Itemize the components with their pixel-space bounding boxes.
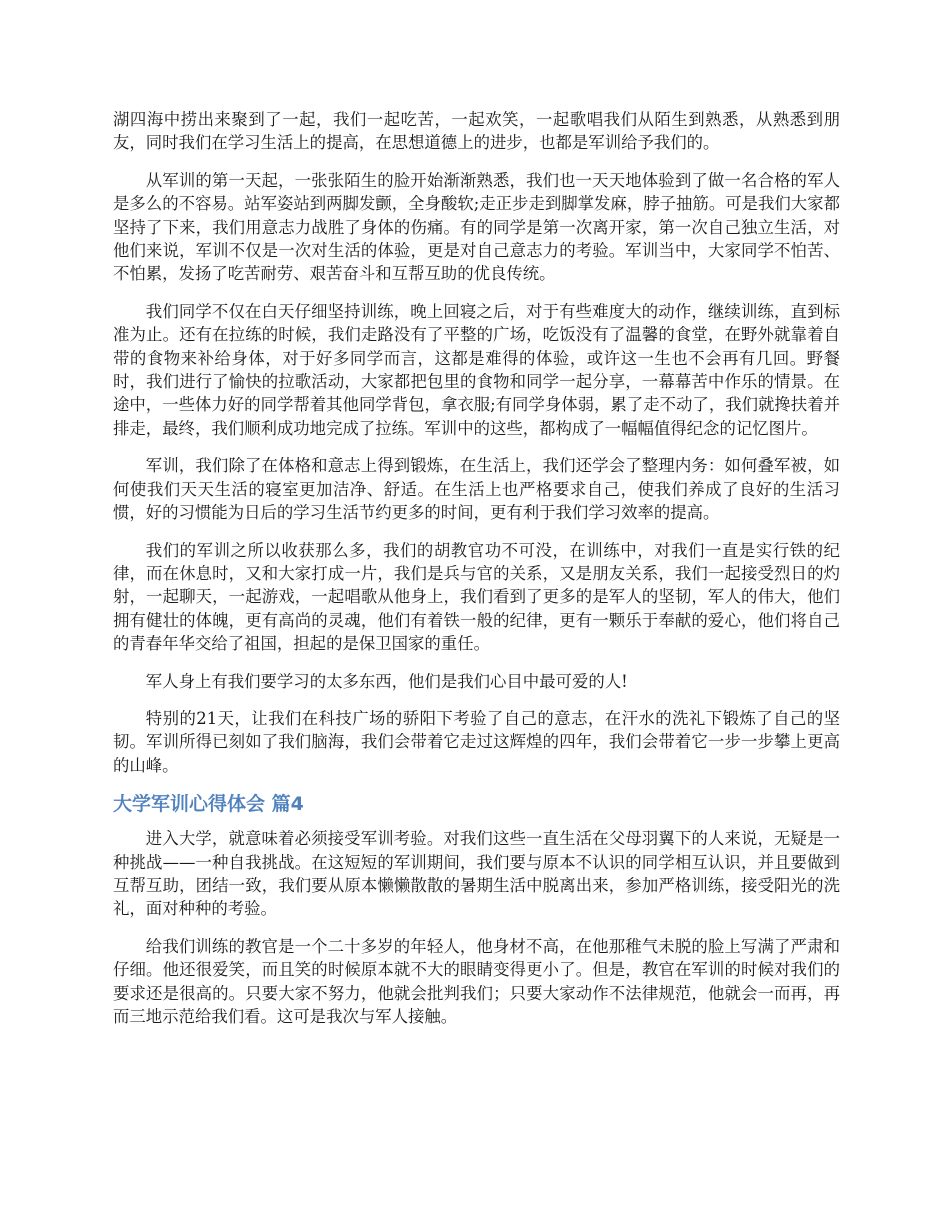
document-page [113, 108, 840, 1042]
paragraph: 从军训的第一天起，一张张陌生的脸开始渐渐熟悉，我们也一天天地体验到了做一名合格的军人是多么的不容易。站军姿站到两脚发颤，全身酸软;走正步走到脚掌发麻，脖子抽筋。可是我们大家都坚持了下来，我们用意志力战胜了身体的伤痛。有的同学是第一次离开家，第一次自己独立生活，对他们来说，军训不仅是一次对生活的体验，更是对自己意志力的考验。军训当中，大家同学不怕苦、不怕累，发扬了吃苦耐劳、艰苦奋斗和互帮互助的优良传统。 [113, 170, 840, 284]
section-heading: 大学军训心得体会 篇4 [113, 793, 304, 816]
paragraph: 进入大学，就意味着必须接受军训考验。对我们这些一直生活在父母羽翼下的人来说，无疑是一种挑战——一种自我挑战。在这短短的军训期间，我们要与原本不认识的同学相互认识，并且要做到互帮互助，团结一致，我们要从原本懒懒散散的暑期生活中脱离出来，参加严格训练，接受阳光的洗礼，面对种种的考验。 [113, 829, 840, 919]
paragraph: 湖四海中捞出来聚到了一起，我们一起吃苦，一起欢笑，一起歌唱我们从陌生到熟悉，从熟悉到朋友，同时我们在学习生活上的提高，在思想道德上的进步，也都是军训给予我们的。 [113, 110, 840, 153]
paragraph: 给我们训练的教官是一个二十多岁的年轻人，他身材不高，在他那稚气未脱的脸上写满了严肃和仔细。他还很爱笑，而且笑的时候原本就不大的眼睛变得更小了。但是，教官在军训的时候对我们的要求还是很高的。只要大家不努力，他就会批判我们；只要大家动作不法律规范，他就会一而再，再而三地示范给我们看。这可是我次与军人接触。 [113, 936, 840, 1026]
paragraph: 我们的军训之所以收获那么多，我们的胡教官功不可没，在训练中，对我们一直是实行铁的纪律，而在休息时，又和大家打成一片，我们是兵与官的关系，又是朋友关系，我们一起接受烈日的灼射，一起聊天，一起游戏，一起唱歌从他身上，我们看到了更多的是军人的坚韧，军人的伟大，他们拥有健壮的体魄，更有高尚的灵魂，他们有着铁一般的纪律，更有一颗乐于奉献的爱心，他们将自己的青春年华交给了祖国，担起的是保卫国家的重任。 [113, 540, 840, 654]
paragraph: 特别的21天，让我们在科技广场的骄阳下考验了自己的意志，在汗水的洗礼下锻炼了自己的坚韧。军训所得已刻如了我们脑海，我们会带着它走过这辉煌的四年，我们会带着它一步一步攀上更高的山峰。 [113, 708, 840, 775]
paragraph: 军训，我们除了在体格和意志上得到锻炼，在生活上，我们还学会了整理内务：如何叠军被，如何使我们天天生活的寝室更加洁净、舒适。在生活上也严格要求自己，使我们养成了良好的生活习惯，好的习惯能为日后的学习生活节约更多的时间，更有利于我们学习效率的提高。 [113, 456, 840, 523]
paragraph: 军人身上有我们要学习的太多东西，他们是我们心目中最可爱的人! [145, 671, 628, 691]
paragraph: 我们同学不仅在白天仔细坚持训练，晚上回寝之后，对于有些难度大的动作，继续训练，直到标准为止。还有在拉练的时候，我们走路没有了平整的广场，吃饭没有了温馨的食堂，在野外就靠着自带的食物来补给身体，对于好多同学而言，这都是难得的体验，或许这一生也不会再有几回。野餐时，我们进行了愉快的拉歌活动，大家都把包里的食物和同学一起分享，一幕幕苦中作乐的情景。在途中，一些体力好的同学帮着其他同学背包，拿衣服;有同学身体弱，累了走不动了，我们就搀扶着并排走，最终，我们顺利成功地完成了拉练。军训中的这些，都构成了一幅幅值得纪念的记忆图片。 [113, 301, 840, 438]
